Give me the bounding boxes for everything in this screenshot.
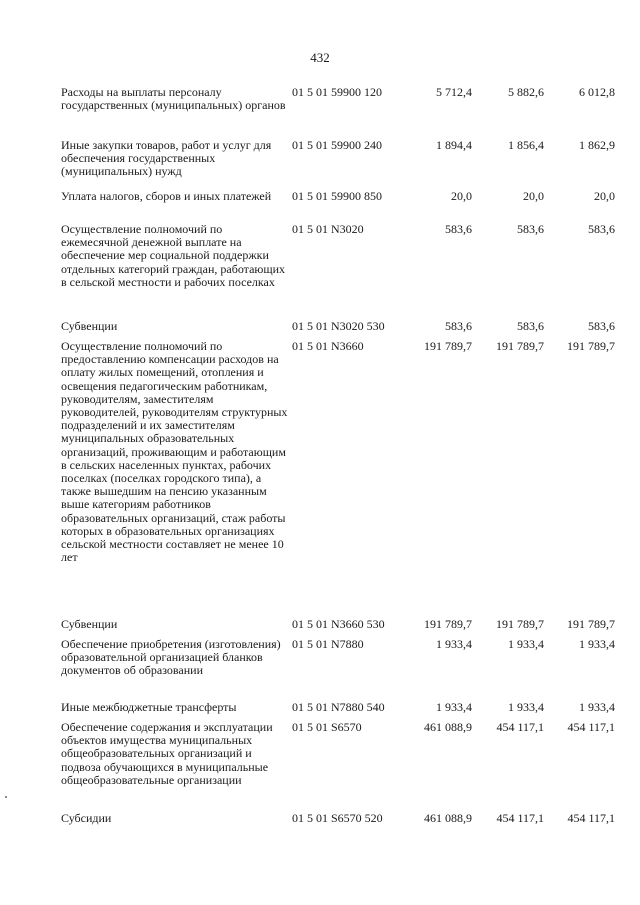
row-value-1: 1 933,4 [436, 700, 472, 714]
table-row [0, 618, 640, 638]
row-value-2: 191 789,7 [496, 617, 544, 631]
row-code: 01 5 01 N3660 [292, 339, 364, 353]
row-name: Расходы на выплаты персоналу государственных (муниципальных) органов [61, 85, 286, 113]
row-value-2: 5 882,6 [508, 85, 544, 99]
table-row [0, 638, 640, 701]
row-name: Уплата налогов, сборов и иных платежей [61, 189, 272, 203]
row-name: Иные межбюджетные трансферты [61, 700, 237, 714]
table-row [0, 139, 640, 190]
budget-table [0, 86, 640, 832]
row-value-2: 191 789,7 [496, 339, 544, 353]
row-value-3: 1 933,4 [579, 700, 615, 714]
row-value-1: 5 712,4 [436, 85, 472, 99]
table-row [0, 320, 640, 340]
row-value-2: 583,6 [517, 222, 544, 236]
page-number: 432 [310, 50, 330, 65]
row-code: 01 5 01 S6570 520 [292, 811, 383, 825]
row-name: Обеспечение содержания и эксплуатации объектов имущества муниципальных общеобразовательных организаций и подвоза обучающихся в муниципальные общеобразовательные организации [61, 720, 273, 787]
row-name: Субвенции [61, 319, 118, 333]
row-value-2: 20,0 [523, 189, 544, 203]
table-row [0, 223, 640, 320]
row-name: Обеспечение приобретения (изготовления) образовательной организацией бланков документов об образовании [61, 637, 281, 678]
row-code: 01 5 01 59900 120 [292, 85, 382, 99]
table-row [0, 86, 640, 139]
row-name: Осуществление полномочий по ежемесячной денежной выплате на обеспечение мер социальной поддержки отдельных категорий граждан, работающих в сельской местности и рабочих поселках [61, 222, 286, 289]
row-value-3: 191 789,7 [567, 339, 615, 353]
row-value-3: 454 117,1 [567, 720, 615, 734]
row-code: 01 5 01 N7880 540 [292, 700, 385, 714]
row-name: Субсидии [61, 811, 112, 825]
row-value-3: 583,6 [588, 319, 615, 333]
row-value-3: 191 789,7 [567, 617, 615, 631]
row-code: 01 5 01 N7880 [292, 637, 364, 651]
table-row [0, 340, 640, 618]
row-value-1: 191 789,7 [424, 617, 472, 631]
row-value-2: 1 933,4 [508, 637, 544, 651]
row-value-3: 1 933,4 [579, 637, 615, 651]
row-name: Субвенции [61, 617, 118, 631]
row-code: 01 5 01 N3660 530 [292, 617, 385, 631]
row-value-3: 454 117,1 [567, 811, 615, 825]
row-value-3: 20,0 [594, 189, 615, 203]
row-value-1: 1 933,4 [436, 637, 472, 651]
row-value-2: 1 933,4 [508, 700, 544, 714]
scan-speck [5, 796, 7, 798]
table-row [0, 721, 640, 812]
row-value-2: 583,6 [517, 319, 544, 333]
table-row [0, 190, 640, 223]
row-value-3: 6 012,8 [579, 85, 615, 99]
table-row [0, 701, 640, 721]
row-value-3: 1 862,9 [579, 138, 615, 152]
row-code: 01 5 01 59900 240 [292, 138, 382, 152]
row-value-1: 1 894,4 [436, 138, 472, 152]
row-name: Осуществление полномочий по предоставлению компенсации расходов на оплату жилых помещений, отопления и освещения педагогическим работникам, руководителям, заместителям руководителей, руководителям структурных подразделений и их заместителям муниципальных образовательных организаций, проживающим и работающим в сельских населенных пунктах, рабочих поселках (поселках городского типа), а также вышедшим на пенсию указанным выше категориям работников образовательных организаций, стаж работы которых в образовательных организациях сельской местности составляет не менее 10 лет [61, 339, 288, 565]
row-value-1: 191 789,7 [424, 339, 472, 353]
row-value-1: 20,0 [451, 189, 472, 203]
row-value-3: 583,6 [588, 222, 615, 236]
row-value-1: 461 088,9 [424, 811, 472, 825]
row-value-2: 454 117,1 [496, 720, 544, 734]
row-value-1: 583,6 [445, 319, 472, 333]
row-value-2: 454 117,1 [496, 811, 544, 825]
row-code: 01 5 01 59900 850 [292, 189, 382, 203]
row-value-1: 583,6 [445, 222, 472, 236]
row-value-1: 461 088,9 [424, 720, 472, 734]
row-code: 01 5 01 N3020 [292, 222, 364, 236]
row-code: 01 5 01 S6570 [292, 720, 362, 734]
row-code: 01 5 01 N3020 530 [292, 319, 385, 333]
row-value-2: 1 856,4 [508, 138, 544, 152]
row-name: Иные закупки товаров, работ и услуг для обеспечения государственных (муниципальных) нужд [61, 138, 272, 179]
table-row [0, 812, 640, 832]
